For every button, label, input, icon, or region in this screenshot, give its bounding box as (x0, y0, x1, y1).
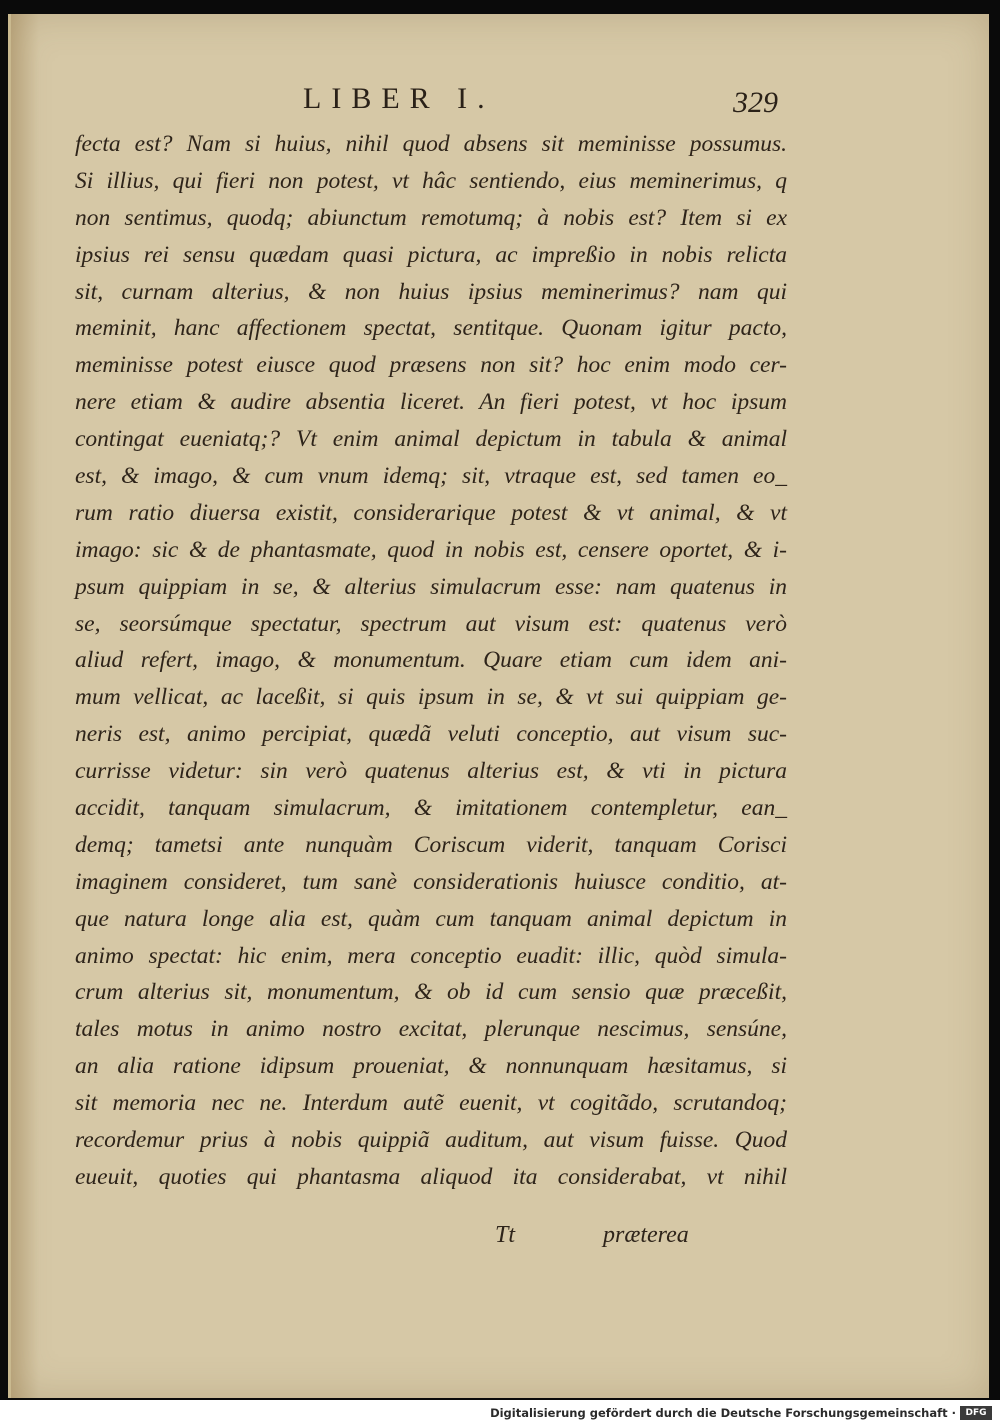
running-head: LIBER I. (303, 82, 495, 115)
text-line: se, seorsúmque spectatur, spectrum aut visum est: quatenus verò (75, 610, 787, 637)
text-line: demq; tametsi ante nunquàm Coriscum viderit, tanquam Corisci (75, 831, 787, 858)
funding-credit: Digitalisierung gefördert durch die Deutsche Forschungsgemeinschaft · (490, 1406, 956, 1420)
text-line: meminit, hanc affectionem spectat, sentitque. Quonam igitur pacto, (75, 315, 787, 342)
text-line: que natura longe alia est, quàm cum tanquam animal depictum in (75, 905, 787, 932)
text-line: est, & imago, & cum vnum idemq; sit, vtraque est, sed tamen eo_ (75, 463, 787, 490)
text-line: imaginem consideret, tum sanè considerationis huiusce conditio, at- (75, 868, 787, 895)
text-line: neris est, animo percipiat, quædã veluti conceptio, aut visum suc- (75, 721, 787, 748)
dfg-logo: DFG (960, 1406, 992, 1420)
text-line: aliud refert, imago, & monumentum. Quare etiam cum idem ani- (75, 647, 787, 674)
catchword: præterea (603, 1222, 689, 1248)
text-line: mum vellicat, ac laceßit, si quis ipsum in se, & vt sui quippiam ge- (75, 684, 787, 711)
text-line: rum ratio diuersa existit, considerarique potest & vt animal, & vt (75, 499, 787, 526)
text-line: tales motus in animo nostro excitat, plerunque nescimus, sensúne, (75, 1016, 787, 1043)
page-number: 329 (733, 86, 778, 119)
body-text (75, 126, 787, 1196)
text-line: an alia ratione idipsum proueniat, & nonnunquam hæsitamus, si (75, 1053, 787, 1080)
text-line: sit, curnam alterius, & non huius ipsius meminerimus? nam qui (75, 278, 787, 305)
catchline (11, 1222, 989, 1258)
page-header (11, 82, 989, 122)
text-line: currisse videtur: sin verò quatenus alterius est, & vti in pictura (75, 758, 787, 785)
text-line: contingat eueniatq;? Vt enim animal depictum in tabula & animal (75, 426, 787, 453)
text-line: meminisse potest eiusce quod præsens non sit? hoc enim modo cer- (75, 352, 787, 379)
text-line: Si illius, qui fieri non potest, vt hâc sentiendo, eius meminerimus, q (75, 167, 787, 194)
text-line: non sentimus, quodq; abiunctum remotumq; à nobis est? Item si ex (75, 204, 787, 231)
text-line: imago: sic & de phantasmate, quod in nobis est, censere oportet, & i- (75, 536, 787, 563)
signature-mark: Tt (495, 1222, 516, 1248)
text-line: sit memoria nec ne. Interdum autẽ euenit, vt cogitãdo, scrutandoq; (75, 1090, 787, 1117)
text-line: psum quippiam in se, & alterius simulacrum esse: nam quatenus in (75, 573, 787, 600)
digitization-footer (0, 1400, 1000, 1427)
text-line: eueuit, quoties qui phantasma aliquod ita considerabat, vt nihil (75, 1163, 787, 1190)
text-line: animo spectat: hic enim, mera conceptio euadit: illic, quòd simula- (75, 942, 787, 969)
text-line: accidit, tanquam simulacrum, & imitationem contempletur, ean_ (75, 795, 787, 822)
text-line: recordemur prius à nobis quippiã auditum, aut visum fuisse. Quod (75, 1127, 787, 1154)
text-line: crum alterius sit, monumentum, & ob id cum sensio quæ præceßit, (75, 979, 787, 1006)
text-line: nere etiam & audire absentia liceret. An fieri potest, vt hoc ipsum (75, 389, 787, 416)
book-page (8, 14, 989, 1398)
text-line: fecta est? Nam si huius, nihil quod absens sit meminisse possumus. (75, 131, 787, 157)
text-line: ipsius rei sensu quædam quasi pictura, ac impreßio in nobis relicta (75, 241, 787, 268)
